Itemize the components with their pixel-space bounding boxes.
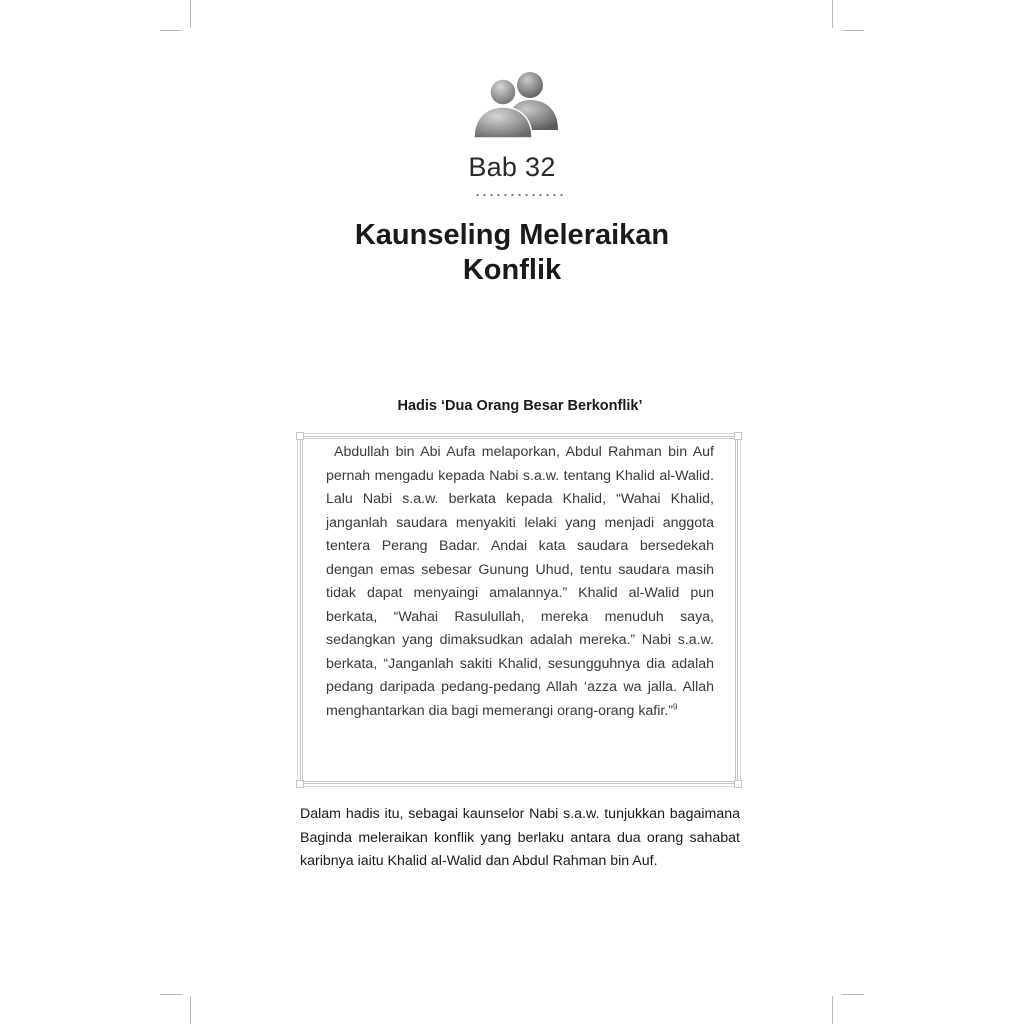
frame-corner bbox=[734, 780, 742, 788]
hadith-heading: Hadis ‘Dua Orang Besar Berkonflik’ bbox=[397, 398, 643, 414]
chapter-title bbox=[0, 218, 1024, 288]
crop-mark bbox=[160, 994, 182, 995]
crop-mark bbox=[842, 994, 864, 995]
hadith-quote bbox=[326, 441, 714, 723]
crop-mark bbox=[190, 996, 191, 1024]
crop-mark bbox=[190, 0, 191, 28]
people-icon bbox=[470, 68, 562, 140]
hadith-quote-text: Abdullah bin Abi Aufa melaporkan, Abdul Rahman bin Auf pernah mengadu kepada Nabi s.a.w. tentang Khalid al-Walid. Lalu Nabi s.a.w. berkata kepada Khalid, “Wahai Khalid, janganlah saudara menyakiti lelaki yang menjadi anggota tentera Perang Badar. Andai kata saudara bersedekah dengan emas sebesar Gunung Uhud, tentu saudara masih tidak dapat menyaingi amalannya.” Khalid al-Walid pun berkata, “Wahai Rasulullah, mereka menuduh saya, sedangkan yang dimaksudkan adalah mereka.” Nabi s.a.w. berkata, “Janganlah sakiti Khalid, sesungguhnya dia adalah pedang daripada pedang-pedang Allah ‘azza wa jalla. Allah menghantarkan dia bagi memerangi orang-orang kafir.” bbox=[326, 444, 714, 719]
crop-mark bbox=[832, 0, 833, 28]
frame-corner bbox=[734, 432, 742, 440]
chapter-number: Bab 32 bbox=[468, 152, 556, 182]
crop-mark bbox=[160, 30, 182, 31]
dotted-divider bbox=[474, 194, 564, 196]
footnote-marker: 9 bbox=[673, 701, 678, 711]
crop-mark bbox=[842, 30, 864, 31]
crop-mark bbox=[832, 996, 833, 1024]
chapter-title-line-2: Konflik bbox=[462, 254, 562, 286]
body-paragraph: Dalam hadis itu, sebagai kaunselor Nabi s.a.w. tunjukkan bagaimana Baginda meleraikan konflik yang berlaku antara dua orang sahabat karibnya iaitu Khalid al-Walid dan Abdul Rahman bin Auf. bbox=[300, 806, 740, 869]
chapter-title-line-1: Kaunseling Meleraikan bbox=[354, 219, 670, 251]
frame-corner bbox=[296, 780, 304, 788]
frame-corner bbox=[296, 432, 304, 440]
